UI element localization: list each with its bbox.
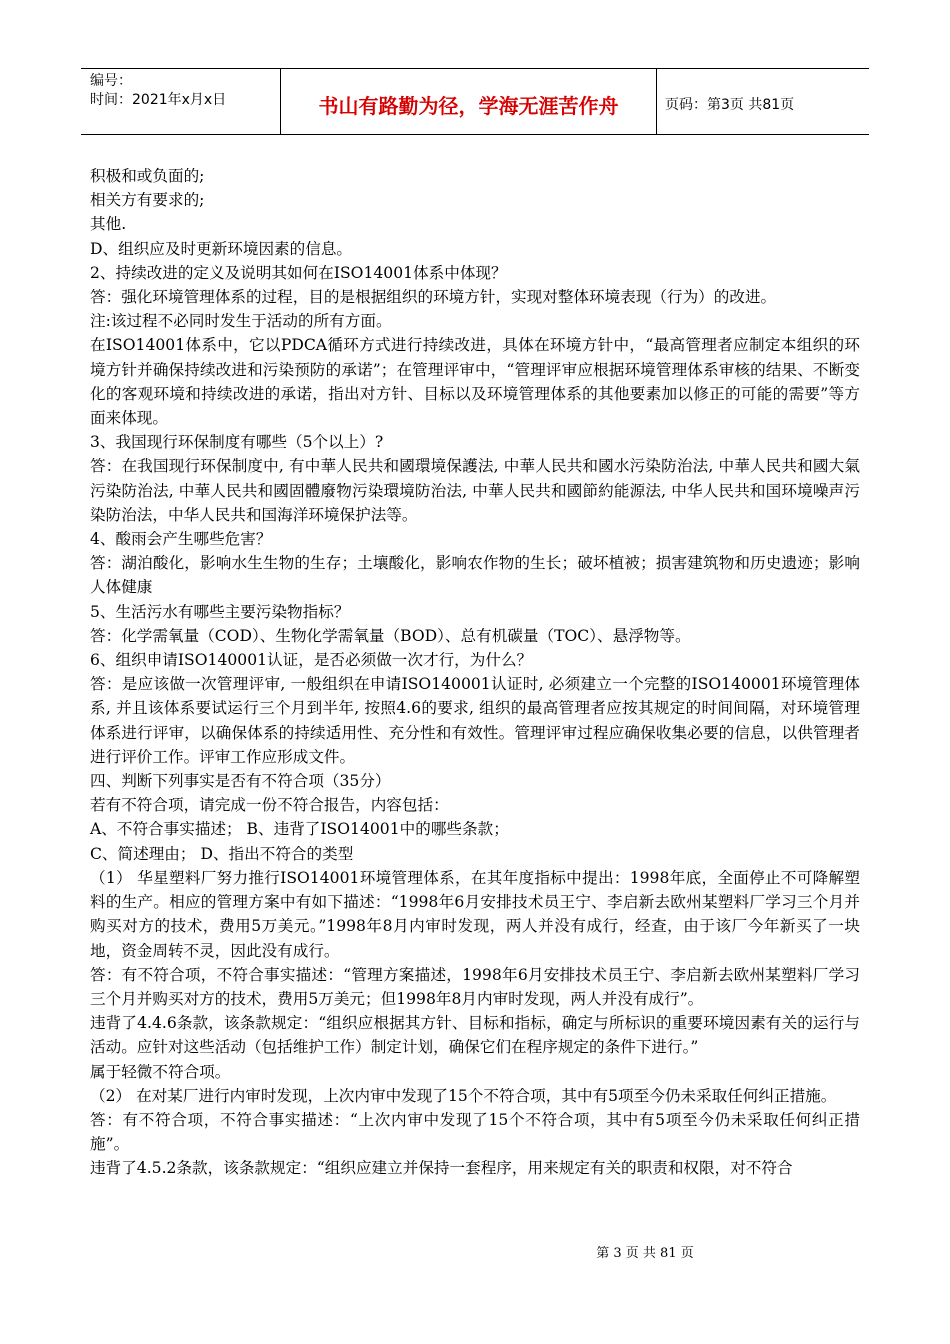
- paragraph: 其他.: [90, 215, 127, 234]
- paragraph: 在ISO14001体系中，它以PDCA循环方式进行持续改进，具体在环境方针中，“最高管理者应制定本组织的环境方针并确保持续改进和污染预防的承诺”；在管理评审中，“管理评审应根据环境管理体系审核的结果、不断变化的客观环境和持续改进的承诺，指出对方针、目标以及环境管理体系的其他要素加以修正的可能的需要”等方面来体现。: [90, 336, 860, 428]
- paragraph: 违背了4.4.6条款，该条款规定：“组织应根据其方针、目标和指标，确定与所标识的重要环境因素有关的运行与活动。应针对这些活动（包括维护工作）制定计划，确保它们在程序规定的条件下进行。”: [90, 1014, 860, 1057]
- document-body: [90, 164, 860, 1181]
- page-footer: 第 3 页 共 81 页: [596, 1246, 694, 1261]
- paragraph: 答：化学需氧量（COD）、生物化学需氧量（BOD）、总有机碳量（TOC）、悬浮物等。: [90, 626, 691, 645]
- paragraph: 积极和或负面的;: [90, 167, 205, 185]
- header-meta: [81, 69, 281, 134]
- paragraph: 注:该过程不必同时发生于活动的所有方面。: [90, 312, 392, 331]
- question-heading: 3、我国现行环保制度有哪些（5个以上）?: [90, 433, 384, 452]
- paragraph: （2） 在对某厂进行内审时发现，上次内审中发现了15个不符合项，其中有5项至今仍未采取任何纠正措施。: [90, 1086, 837, 1105]
- question-heading: 6、组织申请ISO140001认证，是否必须做一次才行，为什么？: [90, 651, 533, 670]
- paragraph: 答：湖泊酸化，影响水生生物的生存；土壤酸化，影响农作物的生长；破坏植被；损害建筑物和历史遗迹；影响人体健康: [90, 554, 860, 597]
- paragraph: D、组织应及时更新环境因素的信息。: [90, 239, 353, 258]
- paragraph: 相关方有要求的;: [90, 191, 205, 210]
- paragraph: 答：是应该做一次管理评审, 一般组织在申请ISO140001认证时, 必须建立一个完整的ISO140001环境管理体系, 并且该体系要试运行三个月到半年, 按照4.6的要求, 组织的最高管理者应按其规定的时间间隔，对环境管理体系进行评审，以确保体系的持续适用性、充分性和有效性。管理评审过程应确保收集必要的信息，以供管理者进行评价工作。评审工作应形成文件。: [90, 675, 860, 766]
- section-heading: 四、判断下列事实是否有不符合项（35分）: [90, 772, 391, 791]
- doc-number-label: 编号：: [90, 73, 132, 89]
- paragraph: A、不符合事实描述； B、违背了ISO14001中的哪些条款；: [90, 820, 509, 839]
- question-heading: 5、生活污水有哪些主要污染物指标？: [90, 602, 350, 621]
- page-header: [81, 68, 869, 135]
- header-motto: 书山有路勤为径，学海无涯苦作舟: [281, 69, 657, 134]
- paragraph: 属于轻微不符合项。: [90, 1062, 231, 1081]
- paragraph: 答：有不符合项，不符合事实描述：“上次内审中发现了15个不符合项，其中有5项至今仍未采取任何纠正措施”。: [90, 1110, 860, 1154]
- question-heading: 4、酸雨会产生哪些危害？: [90, 530, 272, 549]
- paragraph: 答：在我国现行环保制度中, 有中華人民共和國環境保護法, 中華人民共和國水污染防治法, 中華人民共和國大氣污染防治法, 中華人民共和國固體廢物污染環境防治法, 中華人民共和國節約能源法, 中华人民共和国环境噪声污染防治法，中华人民共和国海洋环境保护法等。: [90, 457, 860, 524]
- paragraph: （1） 华星塑料厂努力推行ISO14001环境管理体系，在其年度指标中提出：1998年底，全面停止不可降解塑料的生产。相应的管理方案中有如下描述：“1998年6月安排技术员王宁、李启新去欧州某塑料厂学习三个月并购买对方的技术，费用5万美元。”1998年8月内审时发现，两人并没有成行，经查，由于该厂今年新买了一块地，资金周转不灵，因此没有成行。: [90, 868, 860, 960]
- paragraph: C、简述理由； D、指出不符合的类型: [90, 844, 354, 863]
- paragraph: 若有不符合项，请完成一份不符合报告，内容包括：: [90, 796, 449, 815]
- paragraph: 答：有不符合项，不符合事实描述：“管理方案描述，1998年6月安排技术员王宁、李启新去欧州某塑料厂学习三个月并购买对方的技术，费用5万美元；但1998年8月内审时发现，两人并没有成行”。: [90, 965, 860, 1008]
- date-label: 时间：2021年x月x日: [90, 92, 227, 108]
- paragraph: 违背了4.5.2条款，该条款规定：“组织应建立并保持一套程序，用来规定有关的职责和权限，对不符合: [90, 1159, 793, 1178]
- paragraph: 答：强化环境管理体系的过程，目的是根据组织的环境方针，实现对整体环境表现（行为）的改进。: [90, 288, 777, 307]
- header-page-number: 页码：第3页 共81页: [665, 96, 795, 113]
- question-heading: 2、持续改进的定义及说明其如何在ISO14001体系中体现？: [90, 263, 507, 282]
